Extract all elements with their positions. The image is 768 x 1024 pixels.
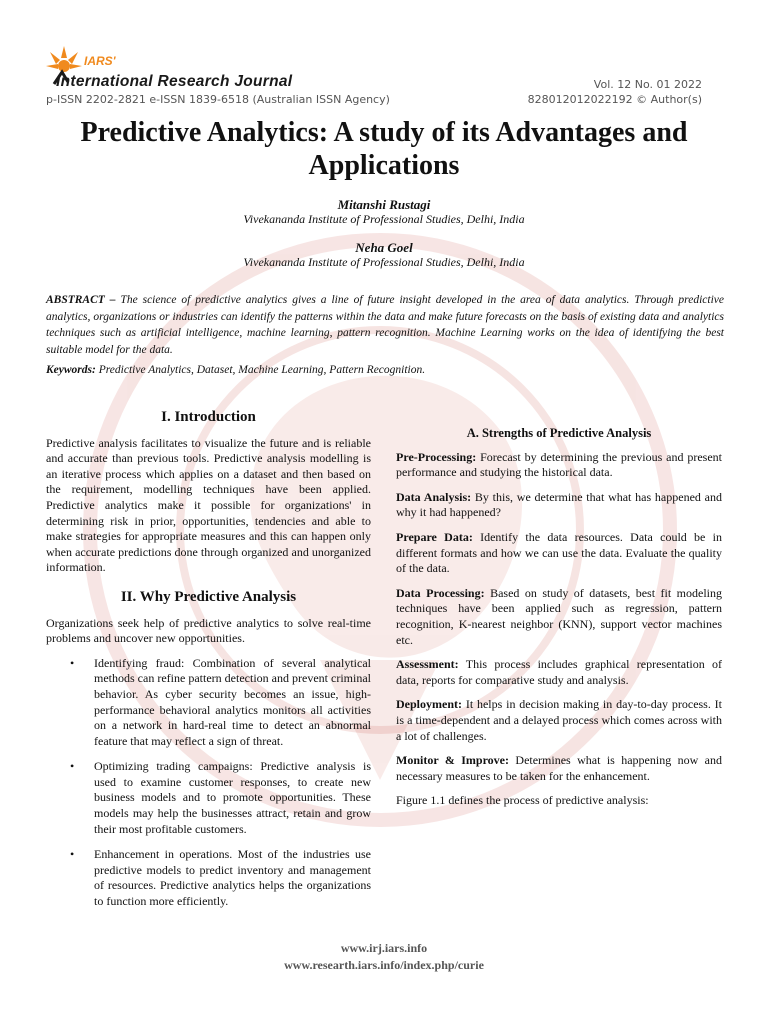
author-name: Mitanshi Rustagi	[337, 197, 431, 212]
list-item-text: Optimizing trading campaigns: Predictive analysis is used to examine customer responses, to create new business models and to promote opportunities. These models may help the businesses attract, retain and grow their most profitable customers.	[94, 759, 371, 836]
strength-text: Based on study of datasets, best fit modeling techniques have been applied such as regression, pattern recognition, K-nearest neighbor (KNN), support vector machines etc.	[396, 585, 723, 647]
strength-text: It helps in decision making in day-to-day process. It is a time-dependent and a delayed process which comes across with a lot of challenges.	[396, 697, 723, 743]
strength-item	[396, 490, 722, 521]
author-affiliation: Vivekananda Institute of Professional Studies, Delhi, India	[243, 255, 525, 269]
strength-text: Determines what is happening now and necessary measures to be taken for the enhancement.	[396, 753, 722, 783]
strength-term: Deployment:	[396, 697, 462, 712]
paper-title: Predictive Analytics: A study of its Advantages and Applications	[80, 117, 688, 181]
footer-link[interactable]: www.irj.iars.info	[340, 941, 428, 955]
journal-mark: IARS'	[84, 54, 116, 68]
list-item-text: Enhancement in operations. Most of the industries use predictive models to predict inventory and management of resources. Predictive analytics helps the organizations to function more efficiently.	[94, 847, 371, 909]
strength-text: Identify the data resources. Data could be in different formats and how we can use the data. Evaluate the quality of the data.	[396, 529, 722, 576]
strength-item	[396, 753, 722, 784]
strength-item	[396, 697, 722, 744]
figure-note: Figure 1.1 defines the process of predictive analysis:	[396, 793, 649, 808]
journal-name: International Research Journal	[56, 73, 293, 90]
strength-term: Data Analysis:	[396, 489, 472, 504]
list-item	[70, 655, 371, 750]
subsection-heading: A. Strengths of Predictive Analysis	[466, 426, 652, 440]
author-name: Neha Goel	[355, 240, 413, 255]
strength-item	[396, 530, 722, 577]
strength-term: Pre-Processing:	[396, 449, 477, 464]
list-item	[70, 759, 371, 837]
strength-item	[396, 450, 722, 481]
author-affiliation: Vivekananda Institute of Professional Studies, Delhi, India	[243, 212, 525, 226]
abstract-text: The science of predictive analytics gives a line of future insight developed in the area of data analytics. Through predictive analytics, organizations or industries can identify the patterns within the data and make future forecasts on the basis of existing data and analytics techniques such as artificial intelligence, machine learning, pattern recognition. Machine Learning works on the idea of identifying the best suitable model for the data.	[46, 294, 724, 356]
strength-term: Prepare Data:	[396, 529, 473, 544]
strength-text: By this, we determine that what has happened and why it had happened?	[396, 489, 723, 520]
strength-item	[396, 657, 722, 688]
keywords-label: Keywords:	[46, 364, 96, 376]
section-heading: I. Introduction	[161, 409, 256, 425]
issn-line: p-ISSN 2202-2821 e-ISSN 1839-6518 (Australian ISSN Agency)	[46, 93, 390, 106]
why-paragraph: Organizations seek help of predictive analytics to solve real-time problems and uncover new opportunities.	[46, 615, 371, 646]
sunburst-icon	[46, 46, 82, 72]
bullet-list	[46, 656, 371, 910]
section-heading: II. Why Predictive Analysis	[120, 588, 297, 605]
abstract	[46, 292, 724, 358]
list-item	[70, 847, 371, 909]
strength-term: Monitor & Improve:	[396, 753, 509, 768]
strength-text: This process includes graphical representation of data, reports for comparative study and analysis.	[396, 657, 722, 687]
bullet-icon: •	[70, 847, 75, 862]
keywords	[46, 364, 724, 376]
intro-paragraph: Predictive analysis facilitates to visualize the future and is reliable and accurate than previous tools. Predictive analysis modelling is an iterative process which applies on a dataset and then based on the requirement, modelling techniques have been applied. Predictive analytics make it possible for organizations' in determining risk in prior, opportunities, tendencies and able to make strategies for appropriate measures and this can happen only when accurate predictions done through organized and unorganized information.	[46, 435, 371, 575]
keywords-text: Predictive Analytics, Dataset, Machine Learning, Pattern Recognition.	[98, 364, 426, 376]
right-column	[396, 426, 722, 818]
volume-line: Vol. 12 No. 01 2022	[593, 78, 702, 91]
footer-link[interactable]: www.researth.iars.info/index.php/curie	[284, 958, 484, 972]
strength-term: Data Processing:	[396, 585, 485, 600]
copyright-line: 828012012022192 © Author(s)	[527, 93, 702, 106]
left-column	[46, 410, 371, 920]
strength-item	[396, 586, 722, 648]
strength-term: Assessment:	[396, 657, 459, 672]
bullet-icon: •	[70, 759, 75, 774]
abstract-label: ABSTRACT –	[46, 294, 116, 306]
list-item-text: Identifying fraud: Combination of several analytical methods can refine pattern detection and prevent criminal behavior. As cyber security becomes an issue, high-performance behavioral analytics monitors all activities on a network in hard-real time to detect an abnormal feature that may reflect a sign of threat.	[94, 655, 371, 748]
bullet-icon: •	[70, 655, 75, 670]
strength-text: Forecast by determining the previous and present performance and studying the historical data.	[396, 449, 722, 480]
